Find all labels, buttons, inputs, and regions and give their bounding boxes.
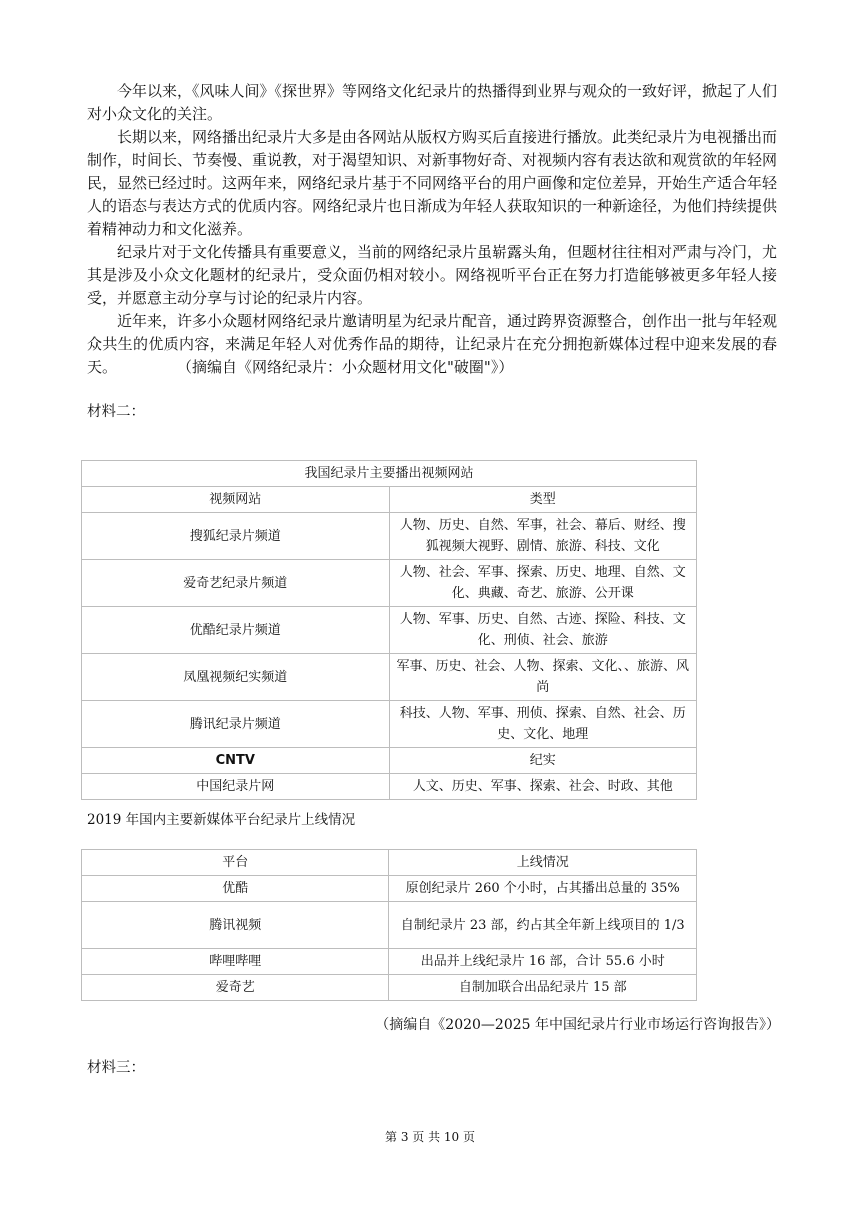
table1-header-type: 类型 (389, 487, 696, 513)
table1-header-site: 视频网站 (82, 487, 390, 513)
table-row (82, 513, 697, 560)
table-row (82, 975, 697, 1001)
table1-title: 我国纪录片主要播出视频网站 (82, 461, 697, 487)
table-row (82, 607, 697, 654)
table-cell: 人物、社会、军事、探索、历史、地理、自然、文化、典藏、奇艺、旅游、公开课 (389, 560, 696, 607)
table-row (82, 949, 697, 975)
table-cell: 爱奇艺 (82, 975, 389, 1001)
table2-header-platform: 平台 (82, 850, 389, 876)
table-cell: 科技、人物、军事、刑侦、探索、自然、社会、历史、文化、地理 (389, 701, 696, 748)
paragraph-4 (87, 310, 777, 379)
table-cell: 原创纪录片 260 个小时，占其播出总量的 35% (389, 876, 697, 902)
table-cell: 优酷 (82, 876, 389, 902)
table-row (82, 774, 697, 800)
material-2-label: 材料二： (87, 404, 145, 420)
table-row (82, 560, 697, 607)
table-cell: 腾讯纪录片频道 (82, 701, 390, 748)
video-sites-table (81, 460, 697, 800)
table-row (82, 654, 697, 701)
table-cell: 人文、历史、军事、探索、社会、时政、其他 (389, 774, 696, 800)
paragraph-1: 今年以来，《风味人间》《探世界》等网络文化纪录片的热播得到业界与观众的一致好评，掀起了人们对小众文化的关注。 (87, 82, 778, 123)
paragraph-4-text: 近年来，许多小众题材网络纪录片邀请明星为纪录片配音，通过跨界资源整合，创作出一批与年轻观众共生的优质内容，来满足年轻人对优秀作品的期待，让纪录片在充分拥抱新媒体过程中迎来发展的春天。 (87, 312, 778, 376)
source-citation-1: （摘编自《网络纪录片：小众题材用文化"破圈"》） (177, 358, 514, 376)
page-footer: 第 3 页 共 10 页 (385, 1130, 475, 1144)
table-cell: 人物、军事、历史、自然、古迹、探险、科技、文化、刑侦、社会、旅游 (389, 607, 696, 654)
table-row (82, 876, 697, 902)
table-row (82, 701, 697, 748)
table-cell: 自制纪录片 23 部，约占其全年新上线项目的 1/3 (389, 902, 697, 949)
material-3-label: 材料三： (87, 1060, 145, 1076)
table2-caption: 2019 年国内主要新媒体平台纪录片上线情况 (87, 812, 356, 828)
table-cell: 哔哩哔哩 (82, 949, 389, 975)
table-cell: 人物、历史、自然、军事，社会、幕后、财经、搜狐视频大视野、剧情、旅游、科技、文化 (389, 513, 696, 560)
table-cell: 爱奇艺纪录片频道 (82, 560, 390, 607)
table-cell: 优酷纪录片频道 (82, 607, 390, 654)
table-cell: 出品并上线纪录片 16 部，合计 55.6 小时 (389, 949, 697, 975)
table-cell: 自制加联合出品纪录片 15 部 (389, 975, 697, 1001)
source-citation-2: （摘编自《2020—2025 年中国纪录片行业市场运行咨询报告》） (375, 1017, 780, 1033)
platform-release-table (81, 849, 697, 1001)
paragraph-2: 长期以来，网络播出纪录片大多是由各网站从版权方购买后直接进行播放。此类纪录片为电视播出而制作，时间长、节奏慢、重说教，对于渴望知识、对新事物好奇、对视频内容有表达欲和观赏欲的年轻网民，显然已经过时。这两年来，网络纪录片基于不同网络平台的用户画像和定位差异，开始生产适合年轻人的语态与表达方式的优质内容。网络纪录片也日渐成为年轻人获取知识的一种新途径，为他们持续提供着精神动力和文化滋养。 (87, 128, 778, 238)
table-cell: 中国纪录片网 (82, 774, 390, 800)
table-row (82, 748, 697, 774)
table-cell: CNTV (82, 748, 390, 774)
table-cell: 腾讯视频 (82, 902, 389, 949)
table-cell: 纪实 (389, 748, 696, 774)
table-row (82, 902, 697, 949)
table-cell: 搜狐纪录片频道 (82, 513, 390, 560)
paragraph-3: 纪录片对于文化传播具有重要意义，当前的网络纪录片虽崭露头角，但题材往往相对严肃与冷门，尤其是涉及小众文化题材的纪录片，受众面仍相对较小。网络视听平台正在努力打造能够被更多年轻人接受，并愿意主动分享与讨论的纪录片内容。 (87, 243, 778, 307)
table2-header-status: 上线情况 (389, 850, 697, 876)
table-cell: 凤凰视频纪实频道 (82, 654, 390, 701)
table-cell: 军事、历史、社会、人物、探索、文化、、旅游、风尚 (389, 654, 696, 701)
